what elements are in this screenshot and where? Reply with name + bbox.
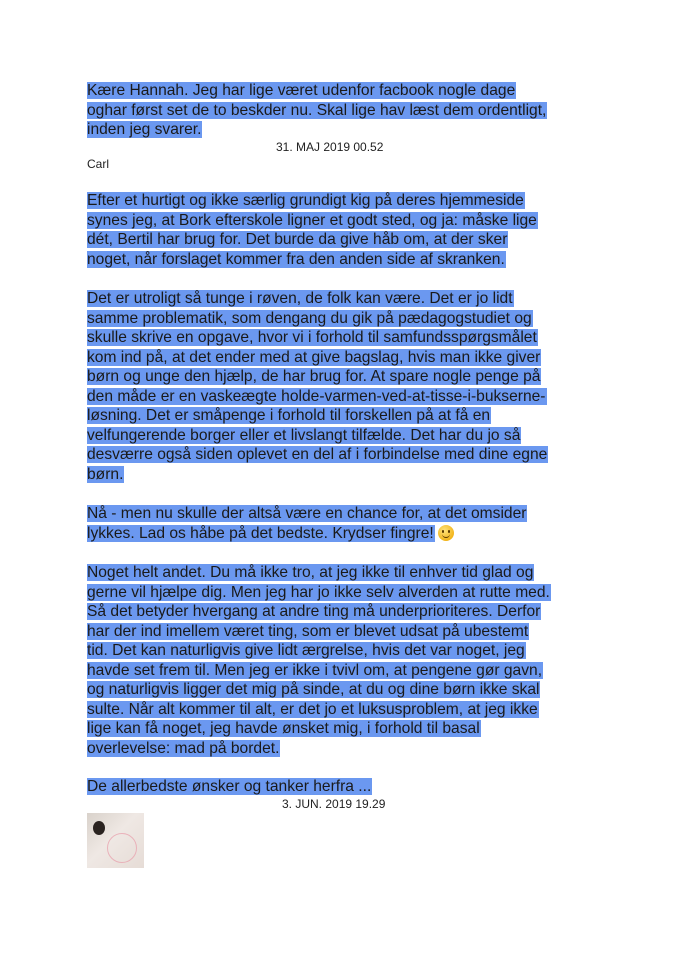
highlighted-text: børn og unge den hjælp, de har brug for. At spare nogle penge på — [87, 368, 541, 385]
timestamp: 3. JUN. 2019 19.29 — [282, 797, 386, 811]
highlighted-text: noget, når forslaget kommer fra den anden side af skranken. — [87, 250, 505, 268]
highlighted-text: Efter et hurtigt og ikke særlig grundigt kig på deres hjemmeside — [87, 192, 524, 209]
message-line — [87, 563, 597, 583]
highlighted-text: gerne vil hjælpe dig. Men jeg har jo ikke selv alverden at rutte med. — [87, 583, 550, 601]
highlighted-text: sulte. Når alt kommer til alt, er det jo et luksusproblem, at jeg ikke — [87, 700, 538, 718]
highlighted-text: desværre også siden oplevet en del af i forbindelse med dine egne — [87, 446, 548, 463]
message-block-3 — [87, 289, 597, 484]
highlighted-text: skulle skrive en opgave, hvor vi i forhold til samfundsspørgsmålet — [87, 329, 537, 346]
highlighted-text: har der ind imellem været ting, som er blevet udsat på ubestemt — [87, 622, 529, 640]
highlighted-text: tid. Det kan naturligvis give lidt ærgrelse, hvis det var noget, jeg — [87, 642, 525, 659]
highlighted-text: den måde er en vaskeægte holde-varmen-ved-at-tisse-i-bukserne- — [87, 387, 546, 405]
message-line — [87, 348, 597, 368]
message-line — [87, 426, 597, 446]
thumbnail-detail — [93, 821, 105, 835]
message-line — [87, 777, 597, 797]
message-line — [87, 81, 597, 101]
message-line — [87, 504, 597, 524]
highlighted-text: Nå - men nu skulle der altså være en chance for, at det omsider — [87, 505, 527, 522]
message-line — [87, 622, 597, 642]
highlighted-text: lige kan få noget, jeg havde ønsket mig, i forhold til basal — [87, 720, 480, 737]
message-line — [87, 445, 597, 465]
sender-name: Carl — [87, 157, 110, 171]
message-line — [87, 211, 597, 231]
message-line — [87, 101, 597, 121]
message-line — [87, 524, 597, 544]
message-line — [87, 719, 597, 739]
message-block-6 — [87, 777, 597, 797]
highlighted-text: Noget helt andet. Du må ikke tro, at jeg ikke til enhver tid glad og — [87, 564, 534, 581]
highlighted-text: Så det betyder hvergang at andre ting må underprioriteres. Derfor — [87, 603, 541, 620]
message-line — [87, 602, 597, 622]
smiley-emoji-icon — [438, 525, 454, 541]
highlighted-text: havde set frem til. Men jeg er ikke i tvivl om, at pengene gør gavn, — [87, 661, 543, 679]
message-line — [87, 250, 597, 270]
highlighted-text: og naturligvis ligger det mig på sinde, at du og dine børn ikke skal — [87, 681, 540, 698]
message-line — [87, 700, 597, 720]
highlighted-text: inden jeg svarer. — [87, 121, 202, 138]
highlighted-text: samme problematik, som dengang du gik på pædagogstudiet og — [87, 309, 532, 327]
message-block-1 — [87, 81, 597, 140]
message-line — [87, 367, 597, 387]
message-line — [87, 406, 597, 426]
highlighted-text: overlevelse: mad på bordet. — [87, 739, 280, 757]
message-block-2 — [87, 191, 597, 269]
message-line — [87, 328, 597, 348]
message-line — [87, 230, 597, 250]
highlighted-text: Det er utroligt så tunge i røven, de folk kan være. Det er jo lidt — [87, 290, 513, 307]
message-line — [87, 120, 597, 140]
highlighted-text: synes jeg, at Bork efterskole ligner et godt sted, og ja: måske lige — [87, 211, 537, 229]
highlighted-text: velfungerende borger eller et livslangt tilfælde. Det har du jo så — [87, 426, 521, 444]
message-line — [87, 465, 597, 485]
image-thumbnail[interactable] — [87, 813, 144, 868]
message-block-4 — [87, 504, 597, 543]
message-line — [87, 583, 597, 603]
highlighted-text: kom ind på, at det ender med at give bagslag, hvis man ikke giver — [87, 348, 541, 366]
message-line — [87, 289, 597, 309]
message-line — [87, 191, 597, 211]
message-line — [87, 641, 597, 661]
highlighted-text: børn. — [87, 465, 124, 483]
highlighted-text: Kære Hannah. Jeg har lige været udenfor facbook nogle dage — [87, 82, 516, 99]
message-block-5 — [87, 563, 597, 758]
message-line — [87, 387, 597, 407]
timestamp: 31. MAJ 2019 00.52 — [276, 140, 384, 154]
thumbnail-detail — [107, 833, 137, 863]
message-line — [87, 661, 597, 681]
highlighted-text: dét, Bertil har brug for. Det burde da give håb om, at der sker — [87, 231, 508, 248]
message-line — [87, 680, 597, 700]
highlighted-text: lykkes. Lad os håbe på det bedste. Krydser fingre! — [87, 524, 434, 542]
highlighted-text: De allerbedste ønsker og tanker herfra ... — [87, 778, 372, 795]
message-line — [87, 309, 597, 329]
highlighted-text: oghar først set de to beskder nu. Skal lige hav læst dem ordentligt, — [87, 101, 547, 119]
message-line — [87, 739, 597, 759]
highlighted-text: løsning. Det er småpenge i forhold til forskellen på at få en — [87, 407, 491, 424]
